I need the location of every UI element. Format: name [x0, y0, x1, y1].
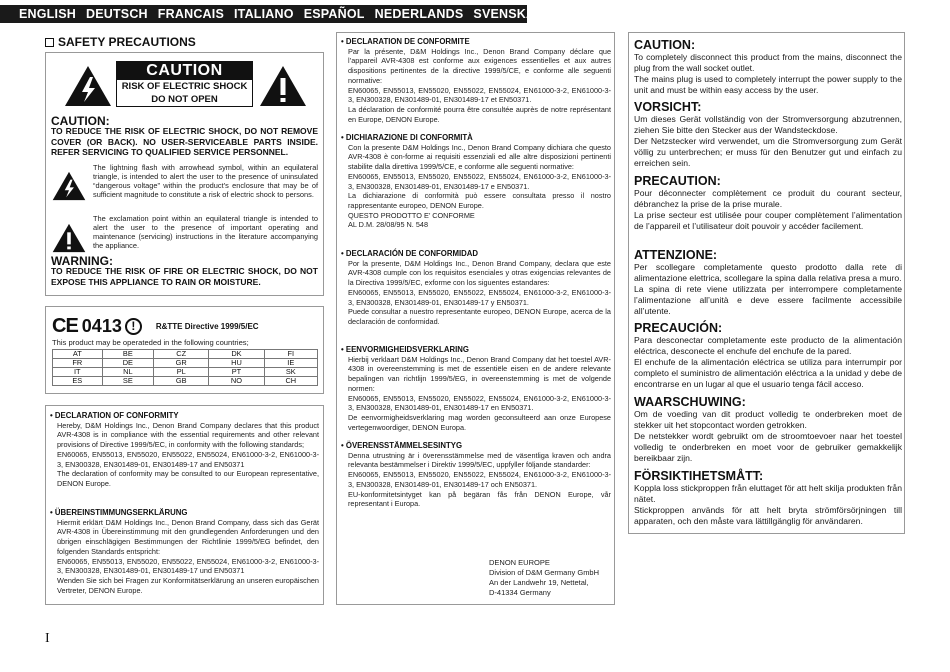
- declaration-body: Por la presente, D&M Holdings Inc., Denon Brand Company, declara que este AVR-4308 cumple con los requisitos esenciales y otras exigencias relevantes de la Directiva 1999/5/EC, exforme con los siguentes estandares: EN60065, EN55013, EN55020, EN55022, EN55024, EN61000-3-2, EN61000-3-3, EN300328, EN301489-01, EN301489-17 y EN50371. Puede consultar a nuestro representante europeo, DENON Europe, acerca de la declaración de conformidad.: [348, 258, 611, 326]
- declarations-mid-panel: [336, 32, 615, 605]
- checkbox-square-icon: [45, 38, 54, 47]
- section-body: Per scollegare completamente questo prodotto dalla rete di alimentazione elettrica, scollegare la spina dalla relativa presa a muro. La spina di rete viene utilizzata per interrompere completamente l’alimentazione all’unità e deve essere facilmente accessibile all’utente.: [634, 262, 902, 317]
- address-line: D-41334 Germany: [489, 588, 551, 597]
- lang-francais[interactable]: FRANCAIS: [157, 7, 224, 21]
- section-body: Koppla loss stickproppen från eluttaget för att helt skilja produkten från nätet. Stickproppen används för att helt bryta strömförsörjningen till apparaten, och den måste vara lättillgänglig för användaren.: [634, 483, 902, 527]
- country-row: [53, 377, 318, 386]
- exclamation-explanation: The exclamation point within an equilateral triangle is intended to alert the user to the presence of important operating and maintenance (servicing) instructions in the literature accompanying the appliance.: [93, 214, 318, 250]
- precaution-fr: [634, 174, 902, 232]
- waarschuwing-nl: [634, 395, 902, 464]
- section-body: Pour déconnecter complètement ce produit du courant secteur, débranchez la prise de la prise murale. La prise secteur est utilisée pour couper complètement l’alimentation de l’appareil et l’utilisateur doit pouvoir y accéder facilement.: [634, 188, 902, 232]
- warning-body: TO REDUCE THE RISK OF FIRE OR ELECTRIC SHOCK, DO NOT EXPOSE THIS APPLIANCE TO RAIN OR MOISTURE.: [51, 266, 318, 287]
- lightning-explanation: The lightning flash with arrowhead symbol, within an equilateral triangle, is intended to alert the user to the presence of uninsulated “dangerous voltage” within the product’s enclosure that may be of sufficient magnitude to constitute a risk of electric shock to persons.: [93, 163, 318, 199]
- declaration-body: Con la presente D&M Holdings Inc., Denon Brand Company dichiara che questo AVR-4308 è con-forme ai requisiti essenziali ed alle altre disposizioni pertinenti stabilite dalla direttiva 1999/5/CE, e conforme alle seguenti normative: EN60065, EN55013, EN55020, EN55022, EN55024, EN61000-3-2, EN61000-3-3, EN300328, EN301489-01, EN301489-17 e EN50371. La dichiarazione di conformità può essere consultata presso il nostro rappresentante europeo, DENON Europe. QUESTO PRODOTTO E’ CONFORME AL D.M. 28/08/95 N. 548: [348, 142, 611, 230]
- ce-logo: CE: [52, 315, 78, 337]
- declaration-it: [341, 133, 611, 230]
- precaucion-es: [634, 321, 902, 390]
- declaration-title: • DICHIARAZIONE DI CONFORMITÀ: [341, 133, 611, 143]
- country-code: GB: [154, 377, 209, 386]
- section-body: Para desconectar completamente este producto de la alimentación eléctrica, desconecte el enchufe del enchufe de la pared. El enchufe de la alimentación eléctrica se utiliza para interrumpir por completo el suministro de alimentación eléctrica a la unidad y debe de encontrarse en un lugar al que el usuario tenga fácil acceso.: [634, 335, 902, 390]
- declaration-fr: [341, 37, 611, 124]
- country-code: ES: [53, 377, 103, 386]
- address-line: DENON EUROPE: [489, 558, 550, 567]
- declaration-title: • ÖVERENSSTÄMMELSESINTYG: [341, 441, 611, 451]
- country-code: IT: [53, 368, 103, 377]
- caution-en: [634, 38, 902, 96]
- country-code: NO: [209, 377, 264, 386]
- caution-label-title: CAUTION: [117, 62, 252, 80]
- section-body: To completely disconnect this product from the mains, disconnect the plug from the wall socket outlet. The mains plug is used to completely interrupt the power supply to the unit and must be within easy access by the user.: [634, 52, 902, 96]
- notified-body-number: 0413: [81, 316, 122, 336]
- country-code: AT: [53, 350, 103, 359]
- ce-marking: [52, 315, 259, 338]
- lang-nederlands[interactable]: NEDERLANDS: [374, 7, 464, 21]
- declaration-title: • DECLARATION DE CONFORMITE: [341, 37, 611, 47]
- declaration-body: Hereby, D&M Holdings Inc., Denon Brand Company declares that this product AVR-4308 is in compliance with the essential requirements and other relevant provisions of Directive 1999/5/EC, in conformity with the following standards; EN60065, EN55013, EN55020, EN55022, EN55024, EN61000-3-2, EN61000-3-3, EN300328, EN301489-01, EN301489-17 and EN50371 The declaration of conformity may be consulted to our European representative, DENON Europe.: [57, 420, 319, 488]
- alert-circle-icon: !: [125, 318, 142, 335]
- language-bar: [0, 5, 536, 23]
- declaration-title: • DECLARACIÓN DE CONFORMIDAD: [341, 249, 611, 259]
- countries-note: This product may be operateded in the following countries;: [52, 338, 249, 347]
- section-heading: PRECAUTION:: [634, 174, 721, 188]
- lightning-triangle-icon-small: [52, 171, 86, 201]
- country-code: PT: [209, 368, 264, 377]
- country-code: PL: [154, 368, 209, 377]
- caution-label-line1: RISK OF ELECTRIC SHOCK: [121, 81, 248, 92]
- section-heading: WAARSCHUWING:: [634, 395, 746, 409]
- warning-heading: WARNING:: [51, 254, 113, 268]
- declaration-title: • ÜBEREINSTIMMUNGSERKLÄRUNG: [50, 508, 319, 518]
- country-code: IE: [264, 359, 317, 368]
- lang-svenska[interactable]: SVENSKA: [473, 7, 536, 21]
- countries-table: [52, 349, 318, 386]
- declaration-en: [50, 411, 319, 489]
- ce-panel: [45, 306, 324, 394]
- declaration-es: [341, 249, 611, 327]
- country-code: DK: [209, 350, 264, 359]
- section-heading: FÖRSIKTIHETSMÅTT:: [634, 469, 764, 483]
- caution-heading: CAUTION:: [51, 114, 110, 128]
- lang-deutsch[interactable]: DEUTSCH: [85, 7, 148, 21]
- lightning-triangle-icon: [64, 65, 112, 107]
- country-code: FI: [264, 350, 317, 359]
- country-code: FR: [53, 359, 103, 368]
- declaration-sv: [341, 441, 611, 509]
- country-code: NL: [102, 368, 154, 377]
- caution-label-line2: DO NOT OPEN: [151, 94, 218, 105]
- section-heading: CAUTION:: [634, 38, 696, 52]
- country-code: SE: [102, 377, 154, 386]
- declaration-title: • EENVORMIGHEIDSVERKLARING: [341, 345, 611, 355]
- mains-disconnect-panel: [628, 32, 905, 534]
- caution-label-graphic: [46, 61, 325, 107]
- lang-english[interactable]: ENGLISH: [19, 7, 76, 21]
- declaration-body: Denna utrustning är i överensstämmelse med de väsentliga kraven och andra relevanta bestämmelser i Direktiv 1999/5/EC, uppfyller följande standarder: EN60065, EN55013, EN55020, EN55022, EN55024, EN61000-3-2, EN61000-3-3, EN300328, EN301489-01, EN301489-17 och EN50371. EU-konformitetsintyget kan på begäran fås från DENON Europe, vår representant i Europa.: [348, 450, 611, 509]
- denon-europe-address: [489, 558, 599, 598]
- safety-precautions-heading: [45, 35, 196, 49]
- lang-italiano[interactable]: ITALIANO: [233, 7, 294, 21]
- forsiktihetsmatt-sv: [634, 469, 902, 527]
- declaration-de: [50, 508, 319, 595]
- caution-label-box: [116, 61, 253, 107]
- section-heading-text: SAFETY PRECAUTIONS: [58, 35, 196, 49]
- section-heading: VORSICHT:: [634, 100, 702, 114]
- declaration-nl: [341, 345, 611, 432]
- section-body: Om de voeding van dit product volledig te onderbreken moet de stekker uit het stopcontact worden getrokken. De netstekker wordt gebruikt om de stroomtoevoer naar het toestel volledig te onderbreken en moet voor de gebruiker gemakkelijk bereikbaar zijn.: [634, 409, 902, 464]
- safety-panel: [45, 52, 324, 296]
- country-code: GR: [154, 359, 209, 368]
- rtte-directive: R&TTE Directive 1999/5/EC: [155, 322, 259, 331]
- section-body: Um dieses Gerät vollständig von der Stromversorgung abzutrennen, ziehen Sie bitte den Stecker aus der Wandsteckdose. Der Netzstecker wird verwendet, um die Stromversorgung zum Gerät völlig zu unterbrechen; er muss für den Benutzer gut und einfach zu erreichen sein.: [634, 114, 902, 169]
- attenzione-it: [634, 248, 902, 317]
- declaration-body: Hierbij verklaart D&M Holdings Inc., Denon Brand Company dat het toestel AVR-4308 in overeenstemming is met de essentiële eisen en de andere relevante bepalingen van richtlijn 1999/5/EG, in overeenstemming is met de volgende normen: EN60065, EN55013, EN55020, EN55022, EN55024, EN61000-3-2, EN61000-3-3, EN300328, EN301489-01, EN301489-17 en EN50371. De eenvormigheidsverklaring mag worden geconsulteerd aan onze Europese vertegenwoordiger, DENON Europa.: [348, 354, 611, 432]
- exclamation-triangle-icon-small: [52, 223, 86, 253]
- address-line: Division of D&M Germany GmbH: [489, 568, 600, 577]
- declaration-title: • DECLARATION OF CONFORMITY: [50, 411, 319, 421]
- exclamation-triangle-icon: [259, 65, 307, 107]
- vorsicht-de: [634, 100, 902, 169]
- declarations-left-panel: [45, 405, 324, 605]
- country-code: HU: [209, 359, 264, 368]
- declaration-body: Hiermit erklärt D&M Holdings Inc., Denon Brand Company, dass sich das Gerät AVR-4308 in Übereinstimmung mit den grundlegenden Anforderungen und den übrigen einschlägigen Bestimmungen der Richtlinie 1999/5/EG befindet, den folgenden Standards entspricht: EN60065, EN55013, EN55020, EN55022, EN55024, EN61000-3-2, EN61000-3-3, EN300328, EN301489-01, EN301489-17 und EN50371 Wenden Sie sich bei Fragen zur Konformitätserklärung an unseren europäischen Vertreter, DENON Europe.: [57, 517, 319, 595]
- declaration-body: Par la présente, D&M Holdings Inc., Denon Brand Company déclare que l’appareil AVR-4308 est conforme aux exigences essentielles et aux autres dispositions pertinentes de la directive 1999/5/CE, e conforme alle seguenti normative: EN60065, EN55013, EN55020, EN55022, EN55024, EN61000-3-2, EN61000-3-3, EN300328, EN301489-01, EN301489-17 et EN50371. La déclaration de conformité pourra être consultée auprès de notre représentant en Europe, DENON Europe.: [348, 46, 611, 124]
- section-heading: ATTENZIONE:: [634, 248, 718, 262]
- section-heading: PRECAUCIÓN:: [634, 321, 723, 335]
- country-code: CH: [264, 377, 317, 386]
- country-code: CZ: [154, 350, 209, 359]
- caution-body: TO REDUCE THE RISK OF ELECTRIC SHOCK, DO NOT REMOVE COVER (OR BACK). NO USER-SERVICEABLE PARTS INSIDE. REFER SERVICING TO QUALIFIED SERVICE PERSONNEL.: [51, 126, 318, 157]
- country-code: SK: [264, 368, 317, 377]
- address-line: An der Landwehr 19, Nettetal,: [489, 578, 589, 587]
- lang-espanol[interactable]: ESPAÑOL: [303, 7, 365, 21]
- country-code: BE: [102, 350, 154, 359]
- country-code: DE: [102, 359, 154, 368]
- page-number: I: [45, 631, 50, 646]
